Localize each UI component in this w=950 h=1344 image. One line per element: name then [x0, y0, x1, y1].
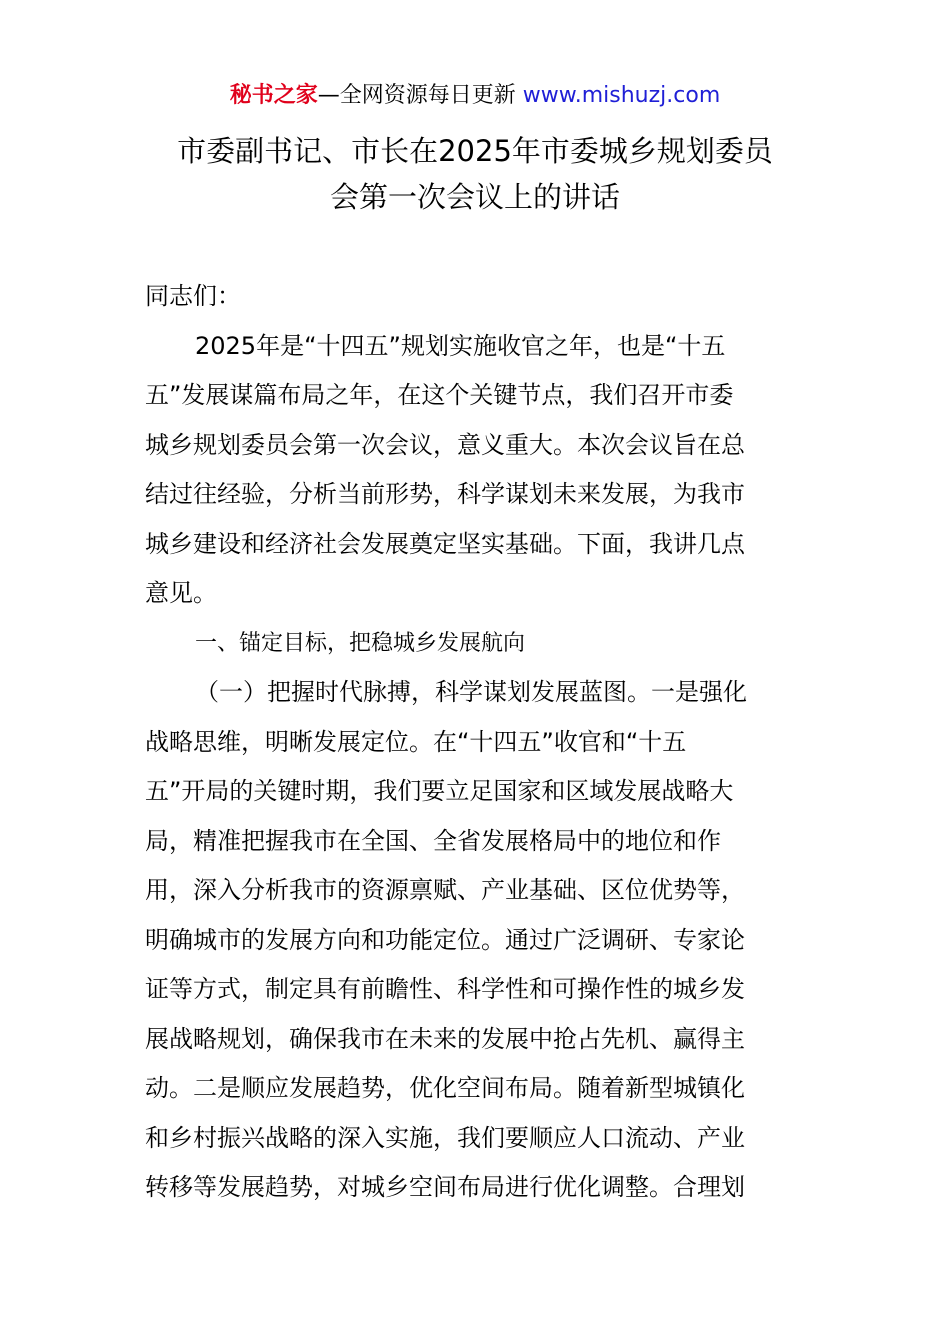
title-line-1: 市委副书记、市长在2025年市委城乡规划委员 [177, 134, 773, 168]
paragraph-section-1-1 [145, 668, 810, 1213]
paragraph-line: 动。二是顺应发展趋势，优化空间布局。随着新型城镇化 [145, 1074, 745, 1102]
site-banner [0, 80, 950, 112]
title-line-2: 会第一次会议上的讲话 [329, 180, 620, 214]
section-heading-1: 一、锚定目标，把稳城乡发展航向 [195, 630, 526, 656]
paragraph-line: 展战略规划，确保我市在未来的发展中抢占先机、赢得主 [145, 1024, 745, 1053]
site-url-link[interactable]: www.mishuzj.com [522, 83, 721, 108]
document-title [130, 128, 820, 220]
salutation: 同志们： [145, 282, 241, 310]
paragraph-line: 明确城市的发展方向和功能定位。通过广泛调研、专家论 [145, 925, 745, 954]
paragraph-line: 2025年是“十四五”规划实施收官之年，也是“十五 [195, 331, 726, 360]
brand-name: 秘书之家 [229, 83, 318, 108]
paragraph-line: 结过往经验，分析当前形势，科学谋划未来发展，为我市 [145, 480, 745, 508]
paragraph-line: 城乡规划委员会第一次会议，意义重大。本次会议旨在总 [145, 430, 745, 459]
paragraph-line: 五”发展谋篇布局之年，在这个关键节点，我们召开市委 [145, 381, 734, 409]
paragraph-line: 意见。 [145, 579, 217, 607]
document-body [145, 272, 810, 1213]
paragraph-line: 五”开局的关键时期，我们要立足国家和区域发展战略大 [145, 777, 734, 805]
paragraph-line: 证等方式，制定具有前瞻性、科学性和可操作性的城乡发 [145, 975, 745, 1003]
paragraph-line: 和乡村振兴战略的深入实施，我们要顺应人口流动、产业 [145, 1123, 745, 1152]
paragraph-line: 用，深入分析我市的资源禀赋、产业基础、区位优势等， [145, 876, 745, 904]
paragraph-line: 局，精准把握我市在全国、全省发展格局中的地位和作 [145, 826, 721, 855]
paragraph-intro [145, 322, 810, 619]
banner-tagline: —全网资源每日更新 [317, 83, 516, 108]
paragraph-line: 战略思维，明晰发展定位。在“十四五”收官和“十五 [145, 727, 687, 756]
paragraph-line: 转移等发展趋势，对城乡空间布局进行优化调整。合理划 [145, 1173, 745, 1201]
paragraph-line: （一）把握时代脉搏，科学谋划发展蓝图。一是强化 [195, 678, 747, 706]
paragraph-line: 城乡建设和经济社会发展奠定坚实基础。下面，我讲几点 [145, 529, 745, 558]
